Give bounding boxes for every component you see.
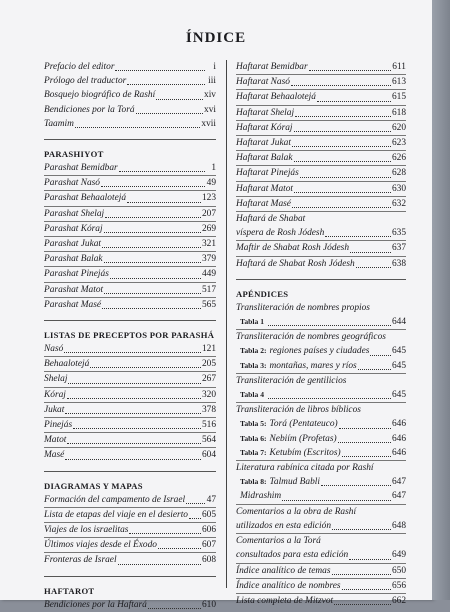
toc-entry: Maftir de Shabat Rosh Jódesh 637	[236, 241, 406, 256]
toc-entry: Tabla 2: regiones países y ciudades 645	[240, 346, 406, 357]
parashiyot-list	[44, 161, 216, 312]
toc-entry: Lista de etapas del viaje en el desierto 605	[44, 508, 216, 523]
front-matter-list	[44, 60, 216, 131]
toc-entry: Nasó 121	[44, 342, 216, 357]
toc-entry: Parashat Shelaj 207	[44, 207, 216, 222]
section-heading-apendices: APÉNDICES	[236, 279, 406, 301]
toc-entry-heading: Transliteración de nombres geográficos	[236, 332, 386, 343]
diagramas-list	[44, 493, 216, 568]
section-heading-parashiyot: PARASHIYOT	[44, 139, 216, 161]
toc-entry: Pinejás 516	[44, 418, 216, 433]
toc-entry: Kóraj 320	[44, 388, 216, 403]
toc-entry: Parashat Pinejás 449	[44, 267, 216, 282]
toc-entry: Fronteras de Israel 608	[44, 555, 216, 566]
toc-entry: Parashat Balak 379	[44, 252, 216, 267]
toc-entry: Haftarat Bemidbar 611	[236, 60, 406, 75]
toc-entry: Haftarat Nasó 613	[236, 75, 406, 90]
toc-entry: Prefacio del editor i	[44, 62, 216, 72]
right-column	[236, 60, 406, 608]
page-title: ÍNDICE	[185, 30, 247, 46]
toc-entry: Formación del campamento de Israel 47	[44, 493, 216, 508]
toc-entry-heading: Transliteración de libros bíblicos	[236, 405, 361, 416]
toc-entry: Tabla 6: Nebiím (Profetas) 646	[240, 433, 406, 444]
toc-entry: Parashat Masé 565	[44, 299, 216, 310]
toc-entry: Shelaj 267	[44, 372, 216, 387]
toc-entry: Haftarat Masé 632	[236, 197, 406, 212]
toc-entry: Parashat Nasó 49	[44, 176, 216, 191]
toc-entry: Midrashim 647	[236, 489, 406, 504]
toc-entry: Índice analítico de nombres 656	[236, 579, 406, 594]
section-heading-preceptos: LISTAS DE PRECEPTOS POR PARASHÁ	[44, 320, 216, 342]
page-edge-background	[432, 0, 450, 600]
toc-entry: Masé 604	[44, 450, 216, 461]
toc-entry: Haftarat Matot 630	[236, 182, 406, 197]
toc-entry: Jukat 378	[44, 403, 216, 418]
haftarot-right-list	[236, 60, 406, 271]
toc-entry-heading: Transliteración de gentilicios	[236, 375, 347, 386]
toc-entry: Viajes de los israelitas 606	[44, 523, 216, 538]
toc-entry-heading: Comentarios a la Torá	[236, 536, 321, 547]
toc-entry: consultados para esta edición 649	[236, 548, 406, 563]
toc-entry: Índice analítico de temas 650	[236, 564, 406, 579]
toc-entry: Bosquejo biográfico de Rashí xiv	[44, 90, 216, 101]
toc-entry: Prólogo del traductor iii	[44, 76, 216, 87]
toc-entry: Taamim xvii	[44, 118, 216, 129]
toc-entry: Behaalotejá 205	[44, 357, 216, 372]
toc-entry: Haftarat Behaalotejá 615	[236, 90, 406, 105]
toc-entry: Tabla 1 644	[236, 315, 406, 330]
toc-entry-heading: Literatura rabínica citada por Rashí	[236, 463, 374, 474]
toc-entry: Parashat Matot 517	[44, 283, 216, 298]
toc-entry: Haftarat Kóraj 620	[236, 121, 406, 136]
toc-entry: Haftarat Balak 626	[236, 151, 406, 166]
toc-entry-heading: Comentarios a la obra de Rashí	[236, 506, 357, 517]
toc-entry-heading: Haftará de Shabat	[236, 214, 306, 225]
toc-entry: Tabla 3: montañas, mares y ríos 645	[236, 359, 406, 374]
preceptos-list	[44, 342, 216, 463]
apendices-list	[236, 301, 406, 608]
section-heading-diagramas: DIAGRAMAS Y MAPAS	[44, 471, 216, 493]
toc-entry: Tabla 7: Ketubím (Escritos) 646	[236, 446, 406, 461]
toc-entry: Bendiciones por la Torá xvi	[44, 104, 216, 115]
toc-entry: Bendiciones por la Haftará 610	[44, 599, 216, 610]
column-divider	[226, 60, 227, 588]
toc-entry: Haftarat Pinejás 628	[236, 166, 406, 181]
toc-entry: Parashat Behaalotejá 123	[44, 191, 216, 206]
toc-entry: Tabla 4 645	[236, 388, 406, 403]
toc-entry: Parashat Kóraj 269	[44, 222, 216, 237]
toc-entry: Haftará de Shabat Rosh Jódesh 638	[236, 258, 406, 269]
toc-entry: Lista completa de Mitzvot 662	[236, 595, 406, 606]
toc-entry: Haftarat Jukat 623	[236, 136, 406, 151]
toc-entry: víspera de Rosh Jódesh 635	[236, 226, 406, 241]
toc-entry: Tabla 5: Torá (Pentateuco) 646	[240, 419, 406, 430]
section-heading-haftarot: HAFTAROT	[44, 576, 216, 598]
toc-entry: Parashat Jukat 321	[44, 237, 216, 252]
toc-entry: Haftarat Shelaj 618	[236, 106, 406, 121]
left-column	[44, 60, 216, 612]
toc-entry: Últimos viajes desde el Éxodo 607	[44, 538, 216, 553]
toc-entry-heading: Transliteración de nombres propios	[236, 302, 370, 313]
toc-entry: Tabla 8: Talmud Babli 647	[240, 477, 406, 488]
toc-entry: Parashat Bemidbar 1	[44, 161, 216, 176]
toc-entry: utilizados en esta edición 648	[236, 519, 406, 534]
toc-entry: Matot 564	[44, 433, 216, 448]
